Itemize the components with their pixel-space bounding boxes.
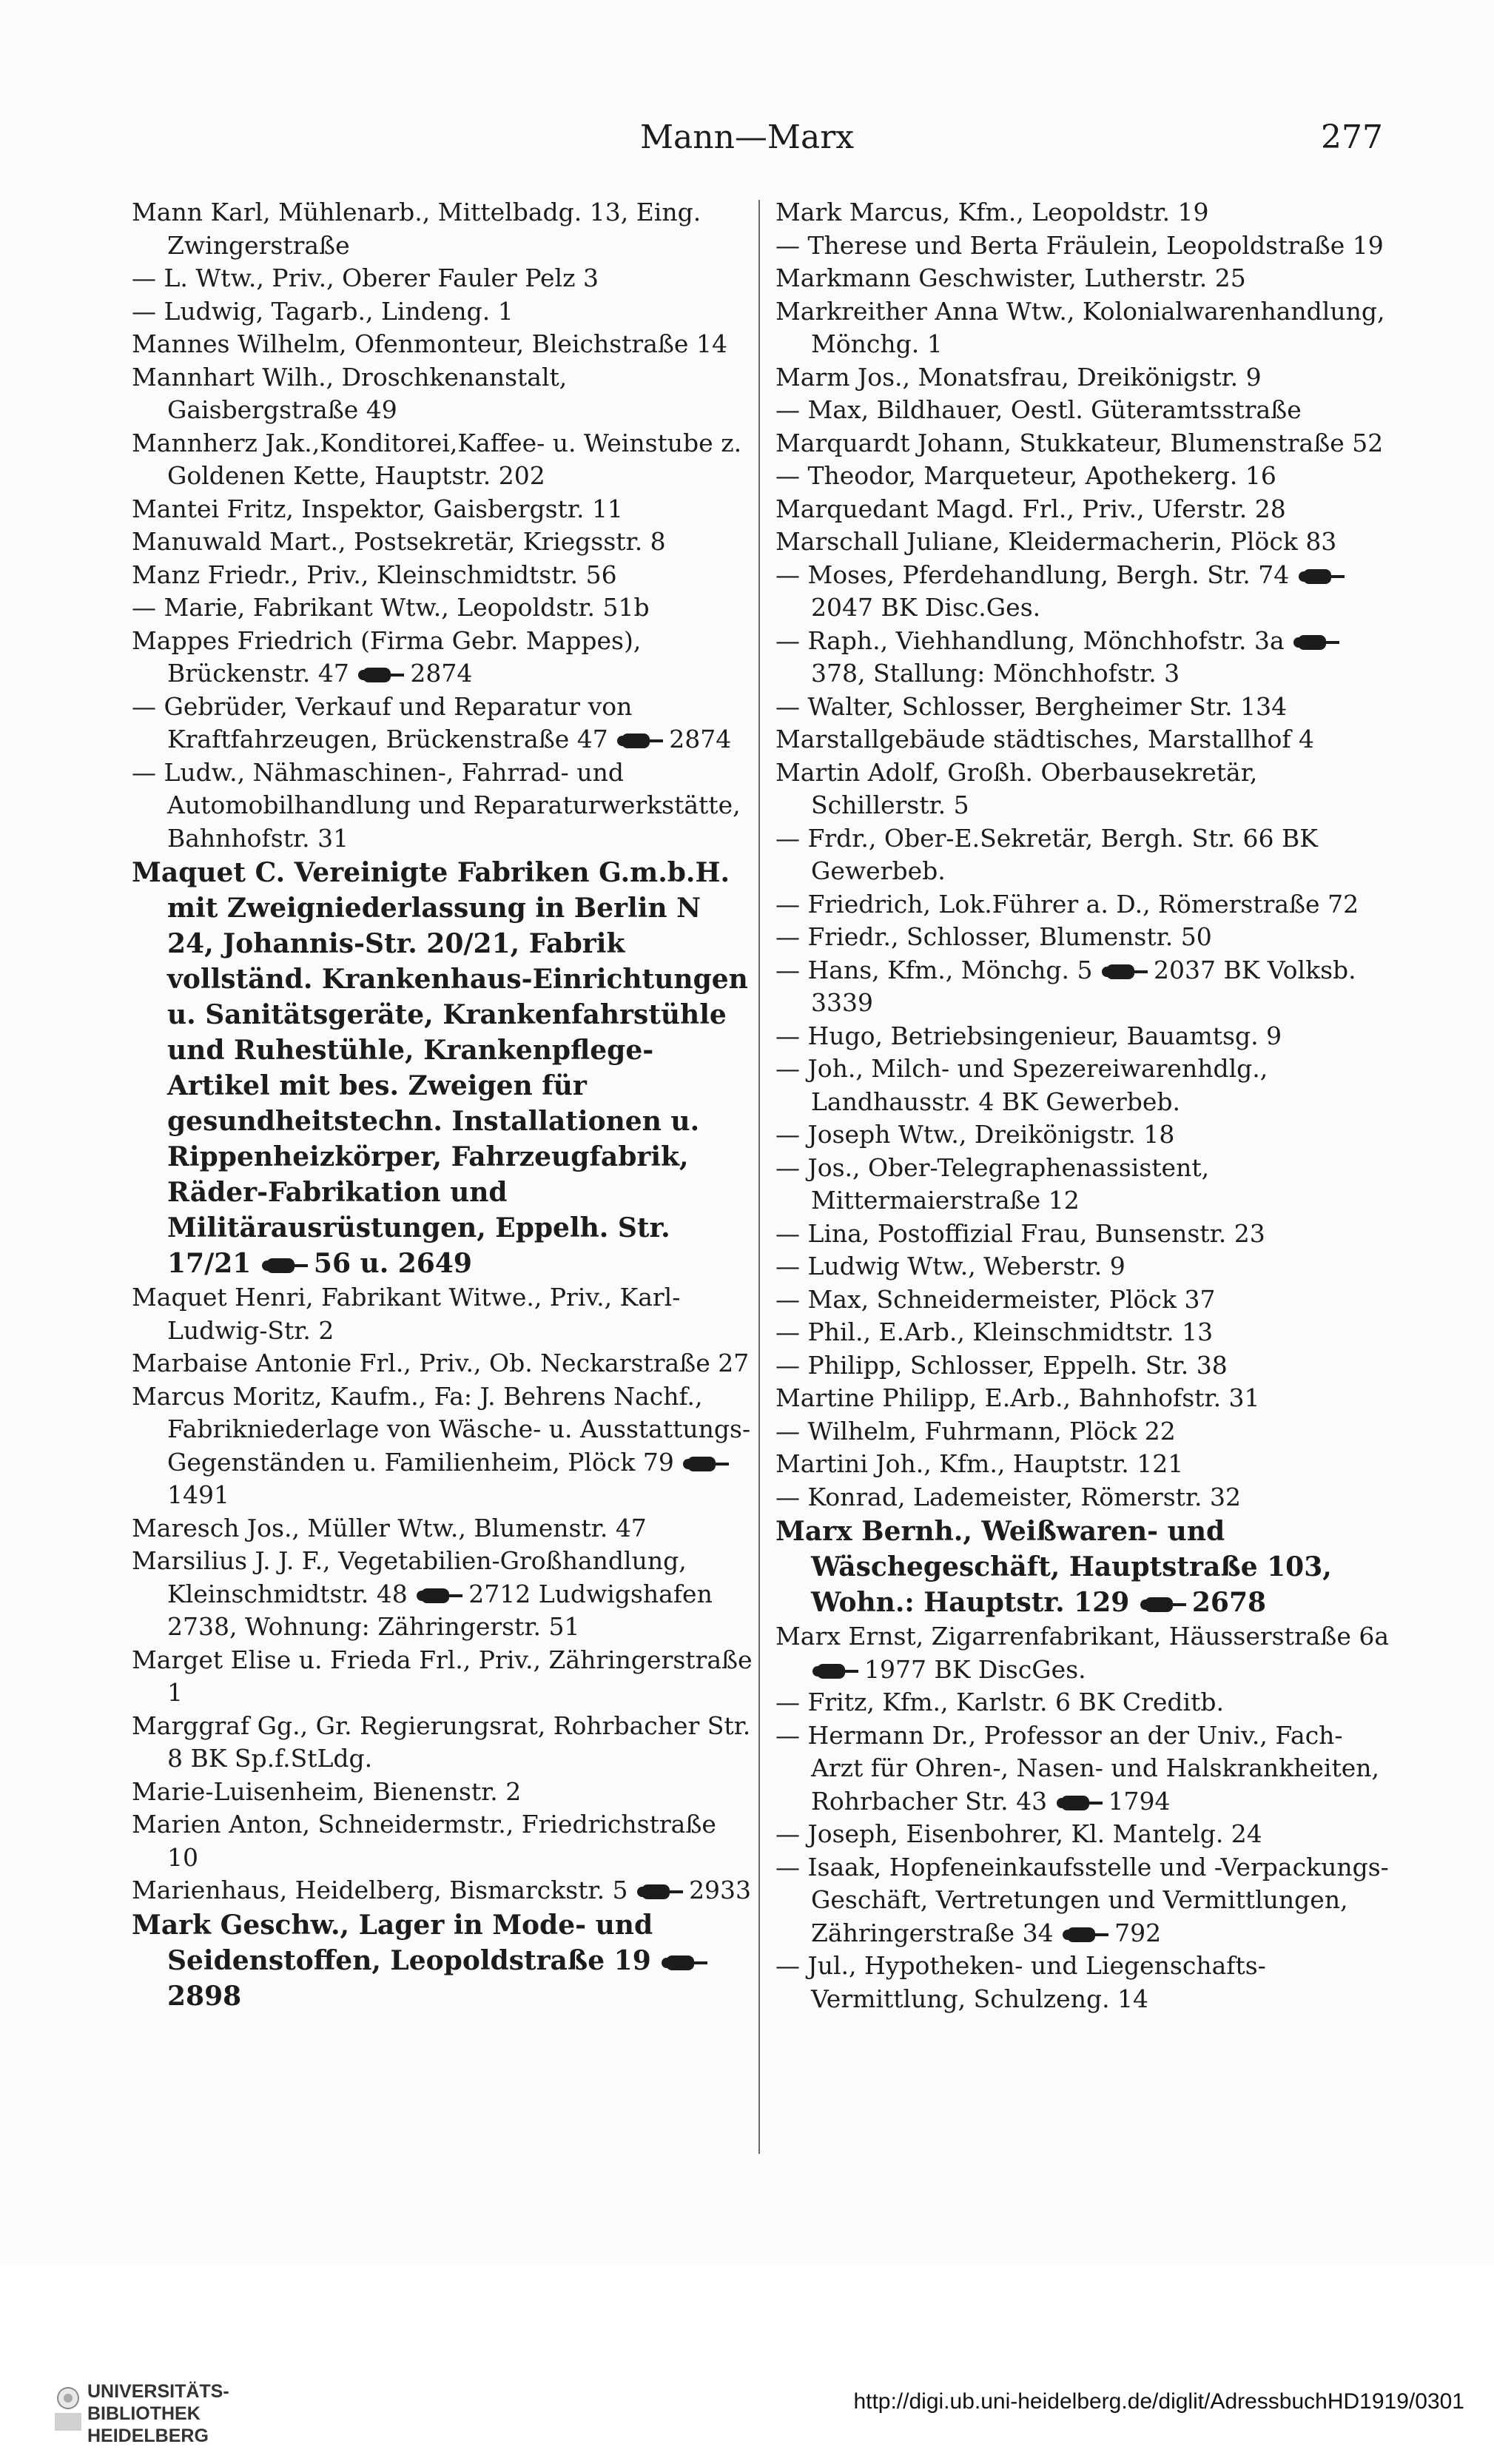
entry-text: — Max, Bildhauer, Oestl. Güteramtsstraße: [775, 395, 1302, 424]
phone-number: 2874: [669, 725, 732, 753]
phone-number: 2874: [410, 659, 473, 688]
telephone-icon: [617, 731, 663, 751]
entry-text: Marbaise Antonie Frl., Priv., Ob. Neckarstraße 27: [132, 1349, 750, 1377]
entry-text: Mark Geschw., Lager in Mode- und Seidenstoffen, Leopoldstraße 19: [132, 1909, 653, 1976]
page-title: Mann—Marx: [639, 118, 855, 156]
directory-entry: [775, 1382, 1390, 1415]
entry-text: Marget Elise u. Frieda Frl., Priv., Zähringerstraße 1: [132, 1645, 753, 1707]
directory-entry: [775, 1053, 1390, 1118]
directory-entry: [132, 1710, 753, 1776]
entry-text: Mannes Wilhelm, Ofenmonteur, Bleichstraße 14: [132, 329, 727, 358]
directory-entry: [132, 1347, 753, 1380]
directory-entry: [132, 295, 753, 329]
directory-entry: [132, 855, 753, 1281]
directory-entry: [775, 427, 1390, 460]
entry-continuation: Stallung: Mönchhofstr. 3: [872, 659, 1180, 688]
entry-text: — Jos., Ober-Telegraphenassistent, Mittermaierstraße 12: [775, 1152, 1210, 1215]
directory-entry: [132, 1874, 753, 1907]
phone-number: 2037: [1153, 955, 1216, 984]
footer-bar: [0, 2265, 1494, 2464]
left-column: [132, 196, 753, 2014]
phone-number: 1491: [167, 1480, 229, 1509]
directory-entry: [132, 591, 753, 625]
entry-text: — Raph., Viehhandlung, Mönchhofstr. 3a: [775, 625, 1285, 655]
library-name-line-2: BIBLIOTHEK: [87, 2403, 201, 2424]
entry-continuation: BK DiscGes.: [934, 1654, 1086, 1684]
directory-entry: [775, 1316, 1390, 1349]
directory-entry: [132, 1907, 753, 2014]
entry-text: Marm Jos., Monatsfrau, Dreikönigstr. 9: [775, 362, 1262, 392]
entry-text: — Gebrüder, Verkauf und Reparatur von Kraftfahrzeugen, Brückenstraße 47: [132, 691, 633, 753]
entry-text: Marx Ernst, Zigarrenfabrikant, Häusserstraße 6a: [775, 1622, 1390, 1651]
directory-entry: [775, 196, 1390, 229]
entry-continuation: Wohn.: Hauptstr. 129: [811, 1587, 1130, 1618]
telephone-icon: [1057, 1793, 1103, 1813]
directory-entry: [132, 493, 753, 526]
phone-number: 2712: [468, 1579, 531, 1608]
entry-text: Marie-Luisenheim, Bienenstr. 2: [132, 1776, 522, 1806]
entry-text: Maquet Henri, Fabrikant Witwe., Priv., Karl-Ludwig-Str. 2: [132, 1283, 681, 1345]
directory-entry: [775, 691, 1390, 724]
directory-entry: [775, 295, 1390, 361]
directory-entry: [132, 328, 753, 361]
directory-entry: [132, 1644, 753, 1710]
directory-entry: [775, 1349, 1390, 1383]
entry-text: — Max, Schneidermeister, Plöck 37: [775, 1284, 1216, 1314]
directory-entry: [132, 526, 753, 559]
entry-text: — Isaak, Hopfeneinkaufsstelle und -Verpackungs-Geschäft, Vertretungen und Vermittlungen, Zähringerstraße 34: [775, 1852, 1389, 1947]
entry-text: Marcus Moritz, Kaufm., Fa: J. Behrens Nachf., Fabrikniederlage von Wäsche- u. Ausstattungs-Gegenständen u. Familienheim, Plöck 79: [132, 1381, 751, 1477]
entry-continuation: Ludwigshafen 2738, Wohnung: Zähringerstr. 51: [167, 1579, 713, 1641]
directory-entry: [775, 756, 1390, 822]
entry-text: Mappes Friedrich (Firma Gebr. Mappes), Brückenstr. 47: [132, 625, 642, 688]
entry-text: — Philipp, Schlosser, Eppelh. Str. 38: [775, 1350, 1228, 1380]
directory-entry: [775, 921, 1390, 954]
column-divider: [758, 200, 760, 2154]
entry-text: Marienhaus, Heidelberg, Bismarckstr. 5: [132, 1876, 628, 1904]
entry-text: Marschall Juliane, Kleidermacherin, Plöck 83: [775, 527, 1337, 556]
page-number: 277: [1321, 118, 1383, 156]
entry-text: — Marie, Fabrikant Wtw., Leopoldstr. 51b: [132, 593, 650, 622]
directory-entry: [775, 1283, 1390, 1317]
entry-text: — Walter, Schlosser, Bergheimer Str. 134: [775, 691, 1288, 721]
directory-entry: [132, 1776, 753, 1809]
directory-entry: [132, 625, 753, 691]
entry-text: Marstallgebäude städtisches, Marstallhof 4: [775, 725, 1315, 753]
entry-text: Marquedant Magd. Frl., Priv., Uferstr. 28: [775, 494, 1286, 523]
entry-text: — Wilhelm, Fuhrmann, Plöck 22: [775, 1416, 1176, 1446]
directory-entry: [775, 262, 1390, 295]
directory-entry: [775, 394, 1390, 427]
entry-text: Mannherz Jak.,Konditorei,Kaffee- u. Weinstube z. Goldenen Kette, Hauptstr. 202: [132, 428, 742, 490]
directory-entry: [132, 1512, 753, 1545]
directory-entry: [775, 1448, 1390, 1481]
directory-entry: [775, 1686, 1390, 1719]
telephone-icon: [662, 1953, 707, 1973]
telephone-icon: [683, 1454, 729, 1474]
directory-entry: [132, 756, 753, 856]
entry-text: — Moses, Pferdehandlung, Bergh. Str. 74: [775, 560, 1290, 589]
directory-entry: [775, 723, 1390, 756]
entry-text: Marquardt Johann, Stukkateur, Blumenstraße 52: [775, 428, 1384, 457]
telephone-icon: [417, 1586, 462, 1605]
entry-text: — Friedrich, Lok.Führer a. D., Römerstraße 72: [775, 889, 1359, 919]
directory-entry: [775, 460, 1390, 493]
entry-text: — Lina, Postoffizial Frau, Bunsenstr. 23: [775, 1218, 1265, 1248]
source-url-link[interactable]: http://digi.ub.uni-heidelberg.de/diglit/AdressbuchHD1919/0301: [853, 2389, 1464, 2414]
entry-text: — Ludwig Wtw., Weberstr. 9: [775, 1252, 1125, 1280]
directory-entry: [132, 691, 753, 756]
entry-text: — Frdr., Ober-E.Sekretär, Bergh. Str. 66 BK Gewerbeb.: [775, 823, 1318, 885]
telephone-icon: [1063, 1925, 1108, 1944]
directory-entry: [132, 559, 753, 592]
phone-number: 2933: [689, 1876, 752, 1904]
directory-entry: [775, 1118, 1390, 1152]
directory-entry: [775, 361, 1390, 395]
directory-entry: [775, 1250, 1390, 1283]
entry-continuation: BK Volksb. 3339: [811, 955, 1356, 1017]
entry-text: — Hugo, Betriebsingenieur, Bauamtsg. 9: [775, 1021, 1282, 1050]
entry-text: Manz Friedr., Priv., Kleinschmidtstr. 56: [132, 560, 617, 589]
telephone-icon: [358, 665, 404, 685]
entry-text: — Friedr., Schlosser, Blumenstr. 50: [775, 922, 1212, 951]
directory-entry: [775, 559, 1390, 625]
entry-text: Maresch Jos., Müller Wtw., Blumenstr. 47: [132, 1513, 647, 1542]
entry-text: Martini Joh., Kfm., Hauptstr. 121: [775, 1449, 1184, 1478]
entry-text: — Konrad, Lademeister, Römerstr. 32: [775, 1482, 1242, 1511]
telephone-icon: [812, 1662, 858, 1681]
phone-number: 56 u. 2649: [313, 1248, 472, 1279]
entry-text: — L. Wtw., Priv., Oberer Fauler Pelz 3: [132, 263, 599, 292]
entry-continuation: BK Disc.Ges.: [881, 593, 1041, 622]
directory-entry: [132, 1545, 753, 1644]
directory-entry: [775, 1514, 1390, 1620]
directory-entry: [775, 1818, 1390, 1851]
entry-text: Mannhart Wilh., Droschkenanstalt, Gaisbergstraße 49: [132, 362, 568, 424]
phone-number: 1794: [1108, 1786, 1171, 1816]
entry-text: — Phil., E.Arb., Kleinschmidtstr. 13: [775, 1317, 1214, 1346]
entry-text: — Hermann Dr., Professor an der Univ., Fach-Arzt für Ohren-, Nasen- und Halskrankheiten, Rohrbacher Str. 43: [775, 1720, 1380, 1816]
entry-text: — Theodor, Marqueteur, Apothekerg. 16: [775, 461, 1276, 490]
library-name: [87, 2380, 229, 2447]
entry-text: Maquet C. Vereinigte Fabriken G.m.b.H. mit Zweigniederlassung in Berlin N 24, Johannis-Str. 20/21, Fabrik vollständ. Krankenhaus-Einrichtungen u. Sanitätsgeräte, Krankenfahrstühle und Ruhestühle, Krankenpflege-Artikel mit bes. Zweigen für gesundheitstechn. Installationen u. Rippenheizkörper, Fahrzeugfabrik, Räder-Fabrikation und Militärausrüstungen, Eppelh. Str. 17/21: [132, 857, 748, 1279]
directory-entry: [775, 493, 1390, 526]
phone-number: 2047: [811, 593, 873, 622]
library-name-line-3: HEIDELBERG: [87, 2426, 209, 2446]
directory-entry: [132, 1808, 753, 1874]
telephone-icon: [1102, 962, 1148, 981]
directory-entry: [132, 196, 753, 262]
phone-number: 792: [1114, 1918, 1162, 1947]
directory-entry: [775, 1620, 1390, 1686]
right-column: [775, 196, 1390, 2015]
entry-text: — Ludwig, Tagarb., Lindeng. 1: [132, 296, 514, 326]
directory-entry: [775, 954, 1390, 1020]
entry-text: — Joseph, Eisenbohrer, Kl. Mantelg. 24: [775, 1819, 1262, 1848]
directory-entry: [775, 1481, 1390, 1514]
entry-text: Markmann Geschwister, Lutherstr. 25: [775, 263, 1246, 292]
entry-text: — Joseph Wtw., Dreikönigstr. 18: [775, 1120, 1175, 1149]
entry-text: — Jul., Hypotheken- und Liegenschafts-Vermittlung, Schulzeng. 14: [775, 1951, 1266, 2013]
directory-entry: [775, 1851, 1390, 1950]
entry-text: Marien Anton, Schneidermstr., Friedrichstraße 10: [132, 1810, 716, 1872]
directory-entry: [775, 1152, 1390, 1218]
phone-number: 2678: [1191, 1587, 1267, 1618]
directory-entry: [775, 1020, 1390, 1053]
entry-text: Marsilius J. J. F., Vegetabilien-Großhandlung, Kleinschmidtstr. 48: [132, 1546, 687, 1608]
telephone-icon: [1140, 1595, 1186, 1614]
entry-text: Manuwald Mart., Postsekretär, Kriegsstr. 8: [132, 527, 666, 556]
telephone-icon: [1299, 567, 1345, 586]
telephone-icon: [637, 1882, 683, 1901]
entry-text: Marx Bernh., Weißwaren- und Wäschegeschäft, Hauptstraße 103,: [775, 1516, 1332, 1582]
telephone-icon: [1293, 633, 1339, 652]
directory-entry: [775, 1719, 1390, 1819]
entry-text: — Joh., Milch- und Spezereiwarenhdlg., Landhausstr. 4 BK Gewerbeb.: [775, 1054, 1268, 1116]
directory-entry: [775, 1415, 1390, 1448]
entry-text: Mark Marcus, Kfm., Leopoldstr. 19: [775, 198, 1209, 226]
entry-text: — Fritz, Kfm., Karlstr. 6 BK Creditb.: [775, 1688, 1224, 1716]
entry-text: Martin Adolf, Großh. Oberbausekretär, Schillerstr. 5: [775, 757, 1258, 819]
telephone-icon: [262, 1256, 308, 1275]
directory-entry: [775, 526, 1390, 559]
entry-text: — Therese und Berta Fräulein, Leopoldstraße 19: [775, 230, 1384, 260]
directory-entry: [132, 361, 753, 427]
phone-number: 2898: [167, 1980, 242, 2012]
library-name-line-1: UNIVERSITÄTS-: [87, 2381, 229, 2402]
running-head: [0, 118, 1494, 170]
phone-number: 378,: [811, 659, 866, 688]
directory-entry: [775, 888, 1390, 922]
directory-entry: [775, 822, 1390, 888]
directory-entry: [775, 1218, 1390, 1251]
entry-text: Mann Karl, Mühlenarb., Mittelbadg. 13, Eing. Zwingerstraße: [132, 198, 701, 260]
phone-number: 1977: [864, 1654, 926, 1684]
entry-text: — Ludw., Nähmaschinen-, Fahrrad- und Automobilhandlung und Reparaturwerkstätte, Bahnhofstr. 31: [132, 757, 741, 853]
directory-entry: [132, 427, 753, 493]
directory-entry: [132, 1380, 753, 1512]
entry-text: — Hans, Kfm., Mönchg. 5: [775, 955, 1093, 984]
entry-text: Martine Philipp, E.Arb., Bahnhofstr. 31: [775, 1383, 1260, 1412]
entry-text: Marggraf Gg., Gr. Regierungsrat, Rohrbacher Str. 8 BK Sp.f.StLdg.: [132, 1711, 751, 1773]
directory-entry: [132, 262, 753, 295]
directory-entry: [775, 229, 1390, 263]
directory-entry: [132, 1281, 753, 1347]
entry-text: Mantei Fritz, Inspektor, Gaisbergstr. 11: [132, 494, 623, 523]
entry-text: Markreither Anna Wtw., Kolonialwarenhandlung, Mönchg. 1: [775, 296, 1385, 358]
directory-entry: [775, 625, 1390, 691]
directory-entry: [775, 1950, 1390, 2015]
